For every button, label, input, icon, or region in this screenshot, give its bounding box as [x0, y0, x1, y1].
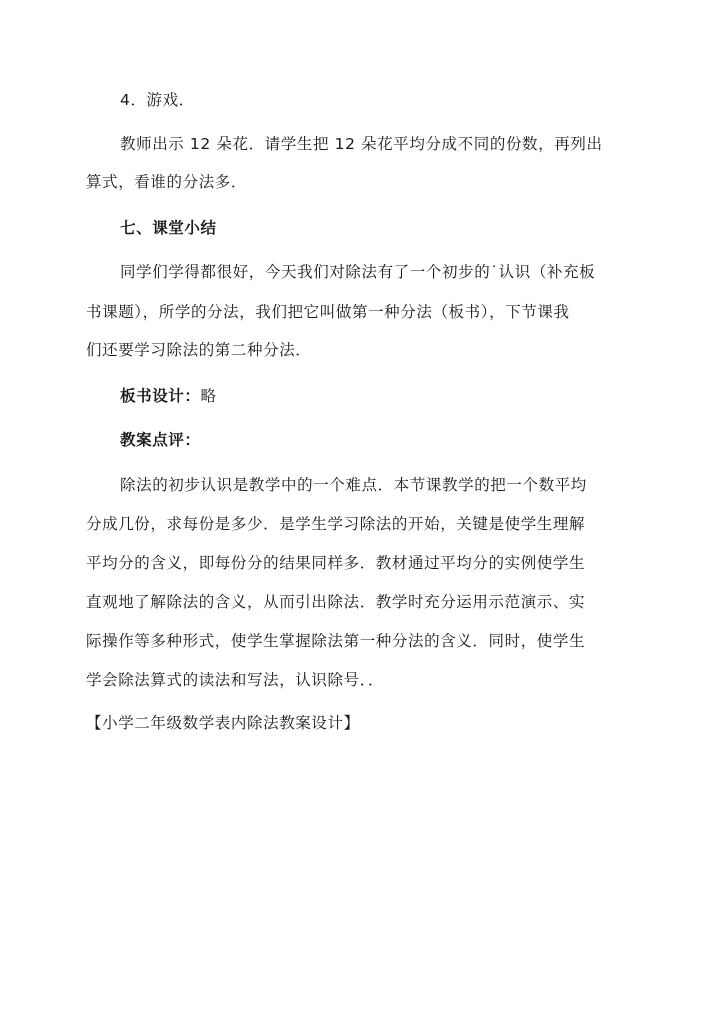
summary-para-line-2: 书课题），所学的分法，我们把它叫做第一种分法（板书），下节课我 — [86, 303, 570, 321]
review-para-line-1: 除法的初步认识是教学中的一个难点．本节课教学的把一个数平均 — [120, 476, 587, 494]
lesson-review-heading: 教案点评： — [120, 431, 201, 449]
board-design — [120, 386, 217, 406]
review-para-line-2: 分成几份，求每份是多少．是学生学习除法的开始，关键是使学生理解 — [86, 515, 586, 533]
footer-title: 【小学二年级数学表内除法教案设计】 — [86, 714, 360, 732]
game-para-line-1: 教师出示 12 朵花．请学生把 12 朵花平均分成不同的份数，再列出 — [120, 135, 603, 153]
summary-para-line-1: 同学们学得都很好，今天我们对除法有了一个初步的˙认识（补充板 — [120, 263, 596, 281]
review-para-line-5: 际操作等多种形式，使学生掌握除法第一种分法的含义．同时，使学生 — [86, 632, 586, 650]
item-game: 4．游戏． — [120, 91, 195, 109]
section-summary-heading: 七、课堂小结 — [120, 219, 217, 237]
review-para-line-3: 平均分的含义，即每份分的结果同样多．教材通过平均分的实例使学生 — [86, 554, 586, 572]
review-para-line-6: 学会除法算式的读法和写法，认识除号．． — [86, 671, 385, 689]
board-design-label: 板书设计： — [120, 387, 201, 405]
board-design-value: 略 — [200, 387, 217, 405]
review-para-line-4: 直观地了解除法的含义，从而引出除法．教学时充分运用示范演示、实 — [86, 593, 586, 611]
game-para-line-2: 算式，看谁的分法多． — [86, 173, 248, 191]
summary-para-line-3: 们还要学习除法的第二种分法． — [86, 341, 312, 359]
